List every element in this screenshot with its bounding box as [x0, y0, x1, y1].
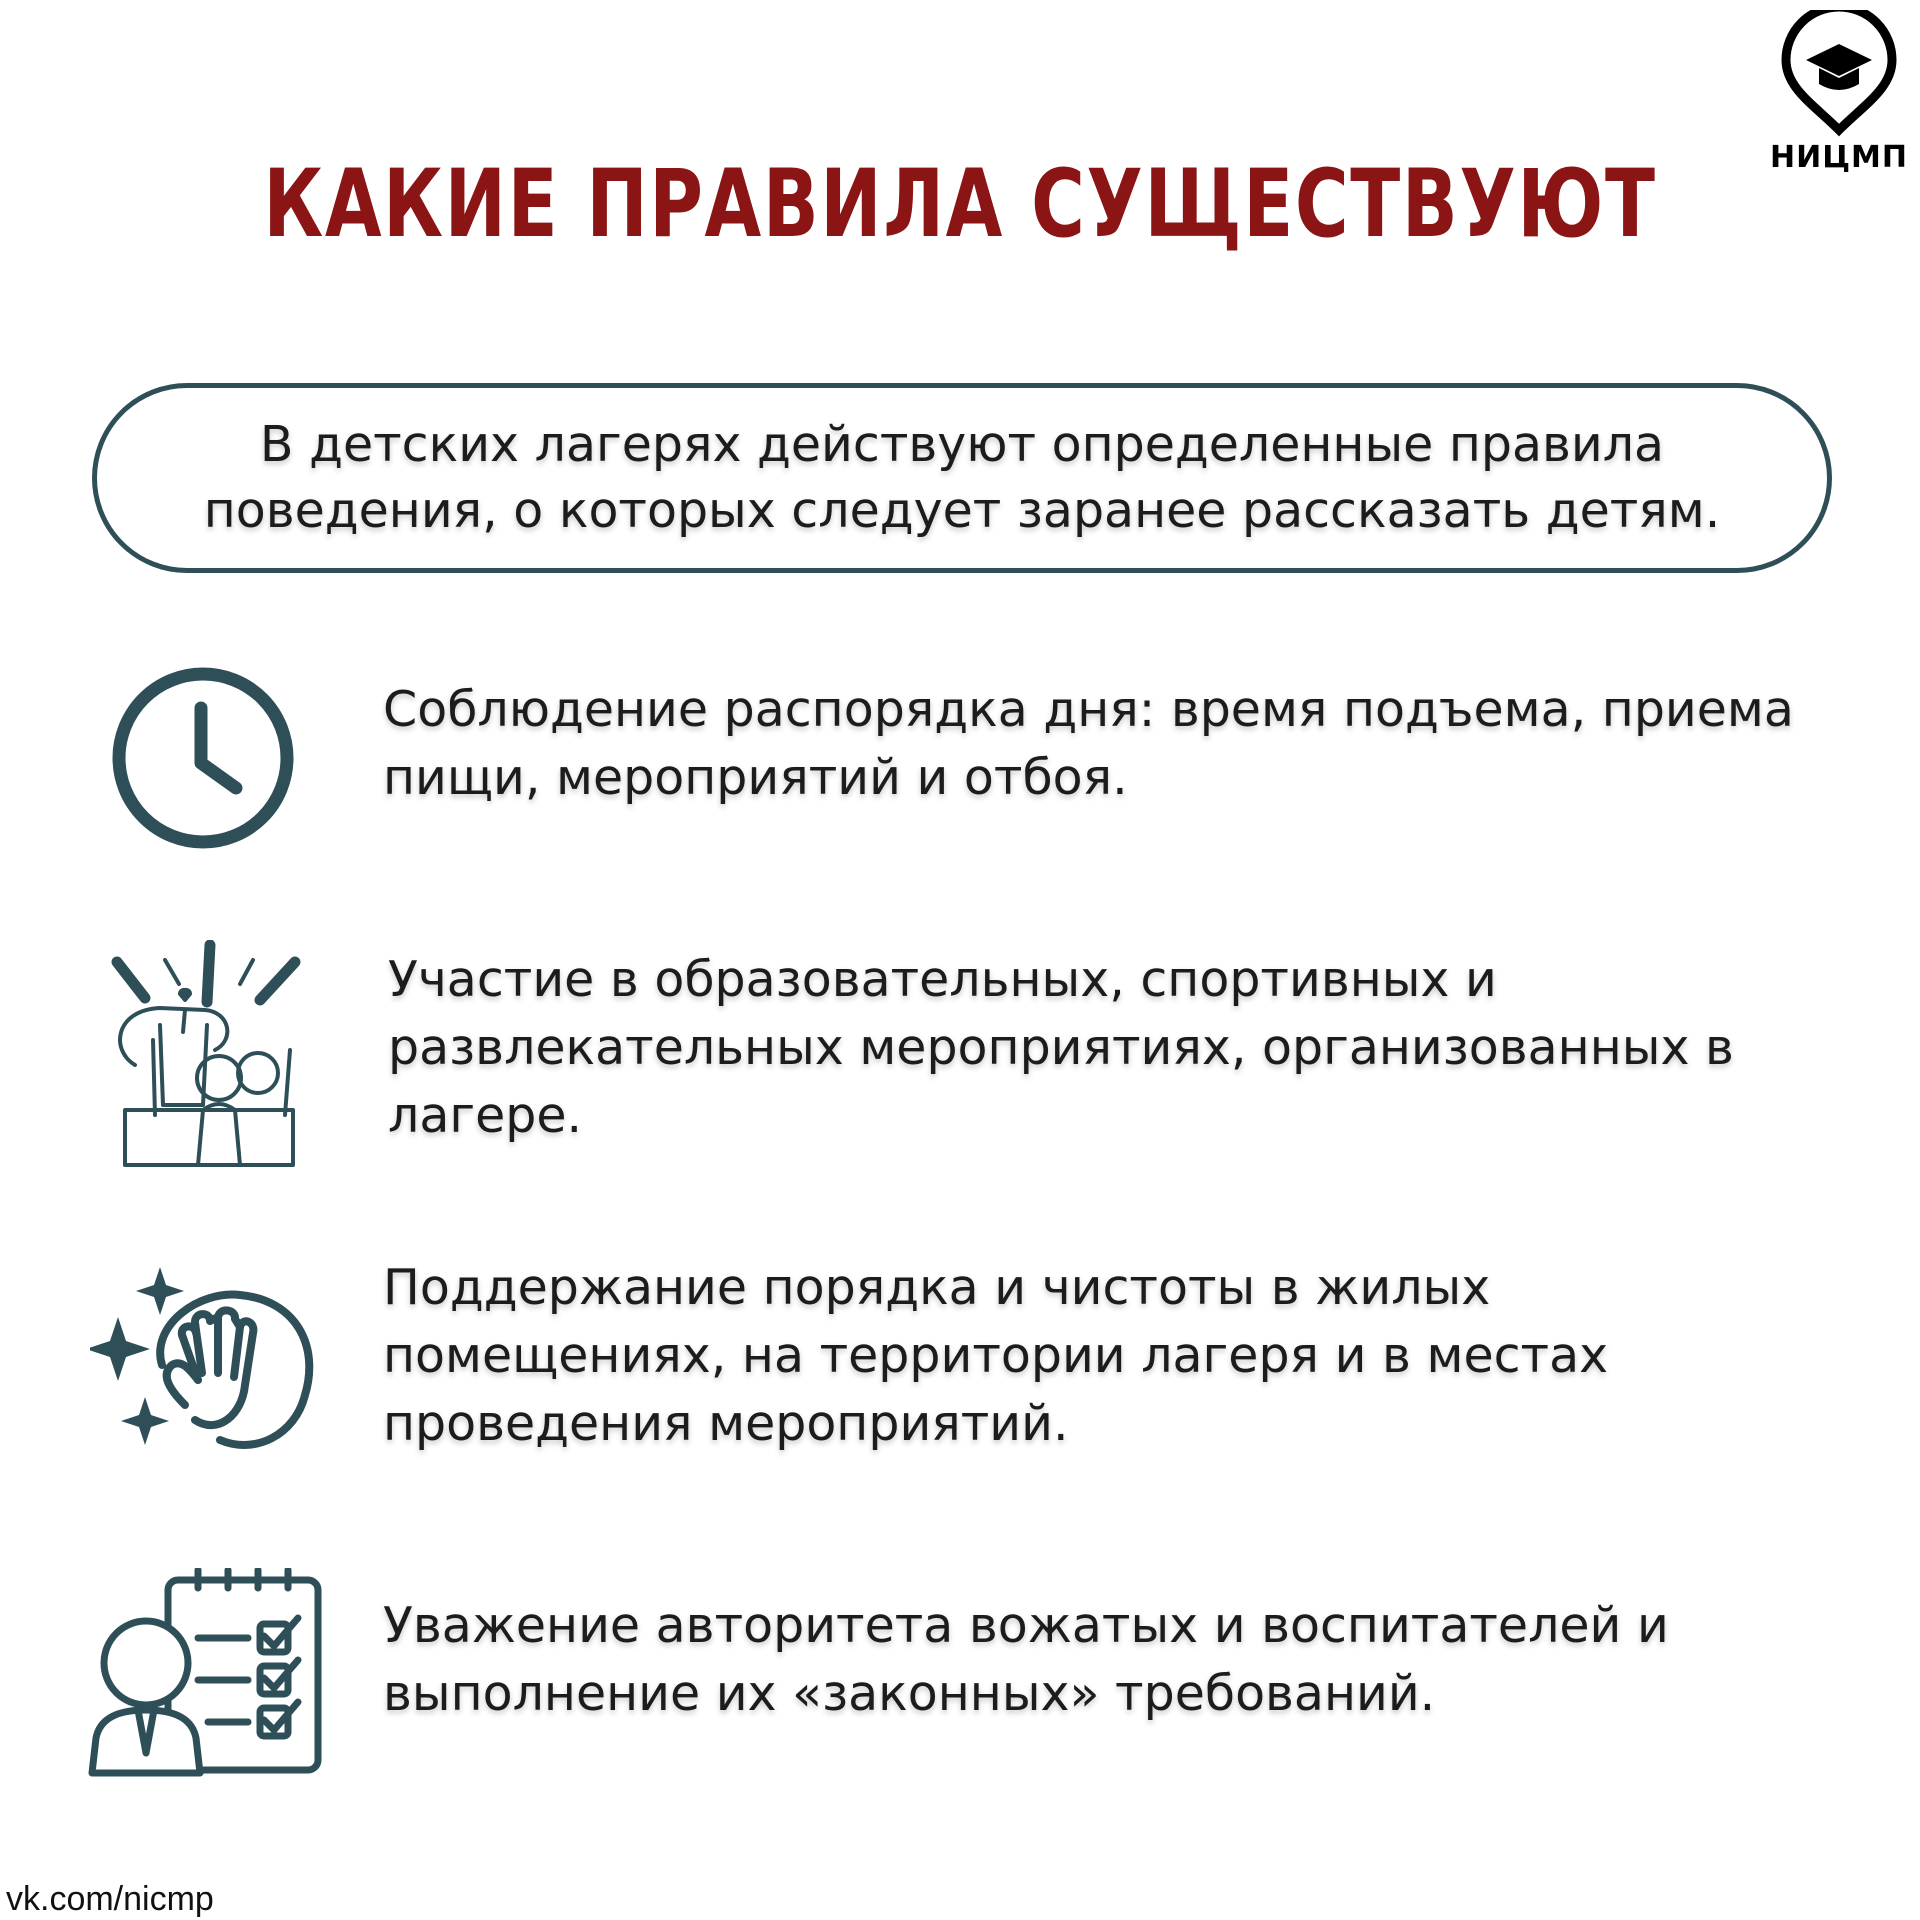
rule-text-3: Поддержание порядка и чистоты в жилых помещениях, на территории лагеря и в местах проведения мероприятий.: [383, 1259, 1609, 1452]
intro-text: В детских лагерях действуют определенные правила поведения, о которых следует заранее рассказать детям.: [203, 416, 1721, 539]
cleaning-hand-icon: [90, 1265, 340, 1465]
rule-text-2: Участие в образовательных, спортивных и развлекательных мероприятиях, организованных в лагере.: [388, 951, 1734, 1144]
footer-link[interactable]: vk.com/nicmp: [6, 1880, 214, 1918]
intro-box: [92, 383, 1832, 573]
clock-icon: [108, 663, 298, 853]
rule-text-1: Соблюдение распорядка дня: время подъема, приема пищи, мероприятий и отбоя.: [383, 681, 1794, 806]
person-checklist-icon: [88, 1568, 328, 1783]
page-title: КАКИЕ ПРАВИЛА СУЩЕСТВУЮТ: [263, 150, 1657, 259]
logo-text: НИЦМП: [1769, 140, 1908, 175]
rule-text-4: Уважение авторитета вожатых и воспитателей и выполнение их «законных» требований.: [383, 1597, 1669, 1722]
celebration-people-icon: [95, 940, 315, 1170]
